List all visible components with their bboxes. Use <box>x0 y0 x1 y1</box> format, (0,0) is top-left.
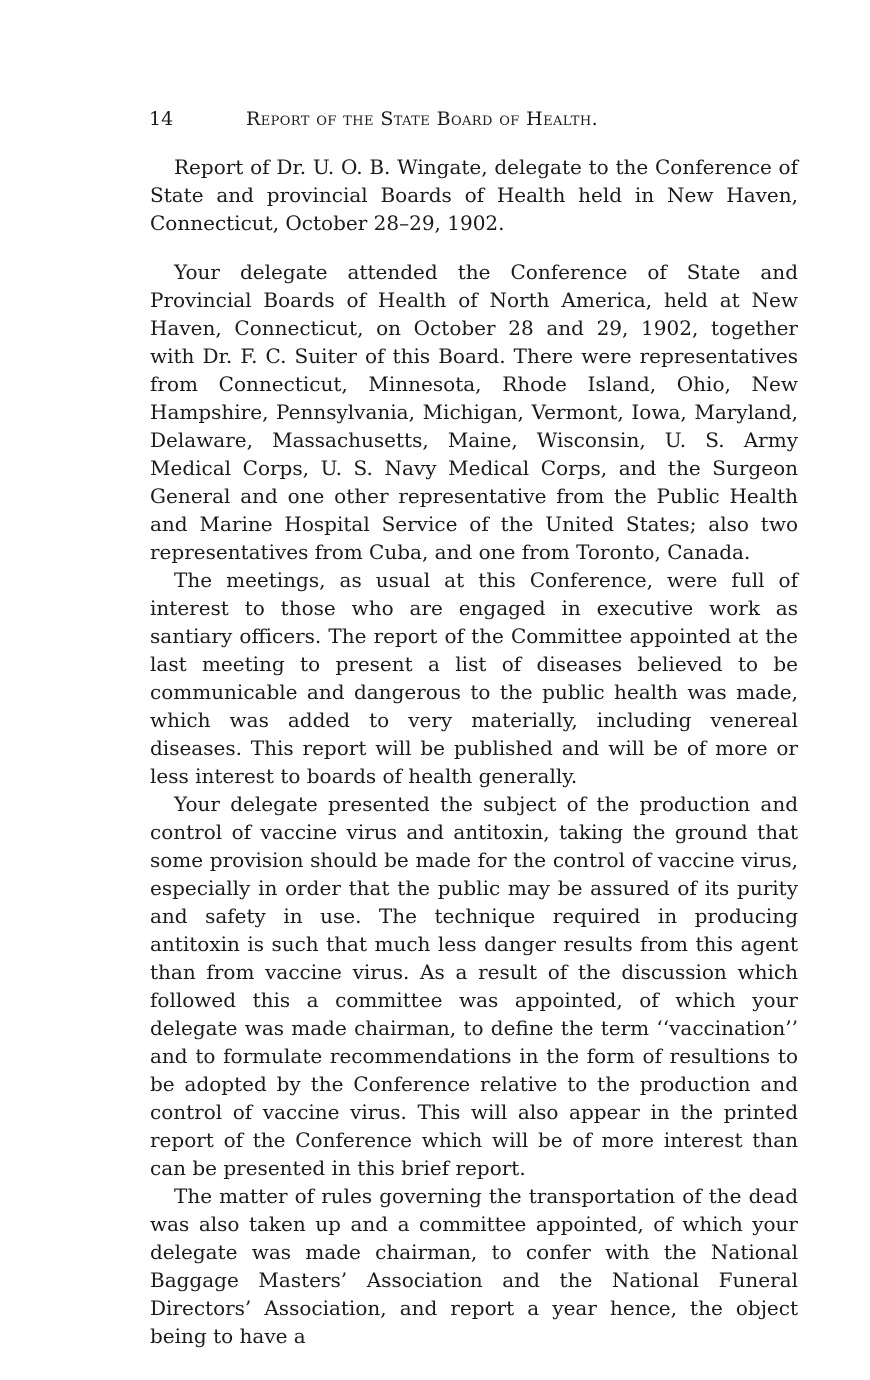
paragraph-vaccine-virus: Your delegate presented the subject of the production and control of vaccine virus and antitoxin, taking the ground that some provision should be made for the control of vaccine virus, especially in order that the public may be assured of its purity and safety in use. The technique required in producing antitoxin is such that much less danger results from this agent than from vaccine virus. As a result of the discussion which followed this a committee was appointed, of which your delegate was made chairman, to define the term ‘‘vaccination’’ and to formulate recommendations in the form of resultions to be adopted by the Conference relative to the production and control of vaccine virus. This will also appear in the printed report of the Conference which will be of more interest than can be presented in this brief report. <box>150 792 798 1180</box>
intro-block <box>150 153 798 237</box>
paragraph-meetings: The meetings, as usual at this Conference, were full of interest to those who are engaged in executive work as santiary officers. The report of the Committee appointed at the last meeting to present a list of diseases believed to be communicable and dangerous to the public health was made, which was added to very materially, including venereal diseases. This report will be published and will be of more or less interest to boards of health generally. <box>150 568 798 788</box>
body-paragraphs <box>150 258 798 1350</box>
running-title: Report of the State Board of Health. <box>246 108 599 130</box>
page-header <box>149 104 797 134</box>
page-number: 14 <box>149 108 174 130</box>
paragraph-transportation-of-dead: The matter of rules governing the transportation of the dead was also taken up and a committee appointed, of which your delegate was made chairman, to confer with the National Baggage Masters’ Association and the National Funeral Directors’ Association, and report a year hence, the object being to have a <box>150 1184 798 1348</box>
intro-paragraph: Report of Dr. U. O. B. Wingate, delegate to the Conference of State and provincial Boards of Health held in New Haven, Connecticut, October 28–29, 1902. <box>150 155 798 235</box>
paragraph-conference-attendance: Your delegate attended the Conference of State and Provincial Boards of Health of North America, held at New Haven, Connecticut, on October 28 and 29, 1902, together with Dr. F. C. Suiter of this Board. There were representatives from Connecticut, Minnesota, Rhode Island, Ohio, New Hampshire, Pennsylvania, Michigan, Vermont, Iowa, Maryland, Delaware, Massachusetts, Maine, Wisconsin, U. S. Army Medical Corps, U. S. Navy Medical Corps, and the Surgeon General and one other representative from the Public Health and Marine Hospital Service of the United States; also two representatives from Cuba, and one from Toronto, Canada. <box>150 260 798 564</box>
